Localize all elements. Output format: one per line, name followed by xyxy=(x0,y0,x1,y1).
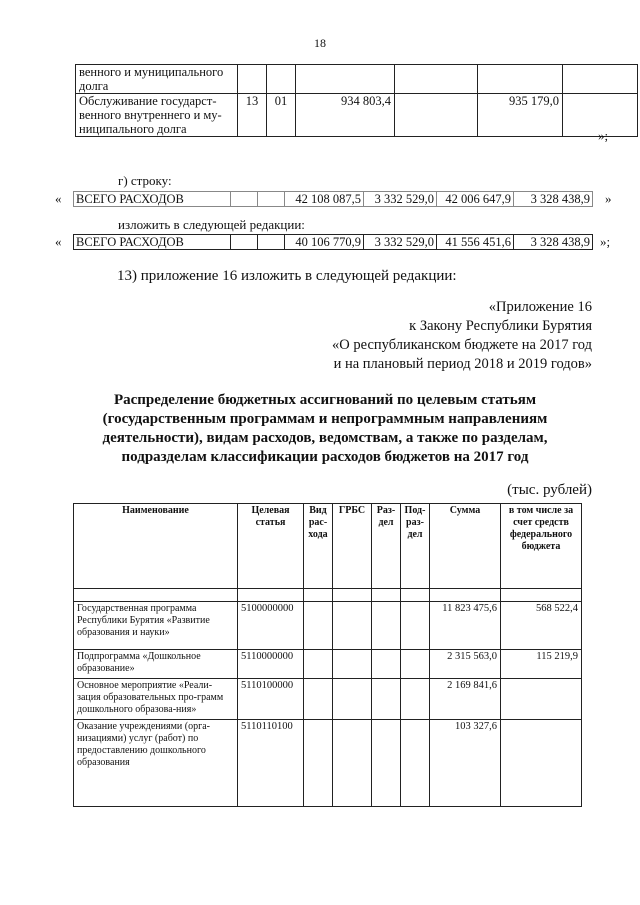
amount-cell: 3 328 438,9 xyxy=(514,235,593,250)
appendix-line: к Закону Республики Бурятия xyxy=(409,318,592,334)
row-name: Основное мероприятие «Реали-зация образовательных про-грамм дошкольного образова-ния» xyxy=(74,679,238,720)
column-header: Сумма xyxy=(430,504,501,589)
title-line: подразделам классификации расходов бюджетов на 2017 год xyxy=(121,449,529,465)
target-code: 5110110100 xyxy=(238,720,304,807)
amount-cell: 41 556 451,6 xyxy=(437,235,514,250)
target-code: 5110100000 xyxy=(238,679,304,720)
federal-cell xyxy=(501,720,582,807)
sum-cell: 2 169 841,6 xyxy=(430,679,501,720)
row-name: ВСЕГО РАСХОДОВ xyxy=(74,235,231,250)
amount-cell: 935 179,0 xyxy=(478,94,563,137)
section-code: 13 xyxy=(238,94,267,137)
table-row xyxy=(76,65,638,94)
new-total-row xyxy=(73,234,593,250)
table-row xyxy=(74,679,582,720)
column-header: Целевая статья xyxy=(238,504,304,589)
amount-cell: 934 803,4 xyxy=(296,94,395,137)
replace-text: изложить в следующей редакции: xyxy=(118,217,305,232)
amount-cell: 40 106 770,9 xyxy=(285,235,364,250)
appendix-line: «О республиканском бюджете на 2017 год xyxy=(332,337,592,353)
target-code: 5110000000 xyxy=(238,650,304,679)
federal-cell: 115 219,9 xyxy=(501,650,582,679)
row-name: ВСЕГО РАСХОДОВ xyxy=(74,192,231,207)
amount-cell: 3 328 438,9 xyxy=(514,192,593,207)
title-line: (государственным программам и непрограммным направлениям xyxy=(102,411,548,427)
appendix-line: и на плановый период 2018 и 2019 годов» xyxy=(333,356,592,372)
column-header: Вид рас-хода xyxy=(304,504,333,589)
table-row xyxy=(76,94,638,137)
table-row xyxy=(74,235,593,250)
title-line: деятельности), видам расходов, ведомствам, а также по разделам, xyxy=(102,430,548,446)
spacer-row xyxy=(74,589,582,602)
table-row xyxy=(74,602,582,650)
federal-cell: 568 522,4 xyxy=(501,602,582,650)
amount-cell: 3 332 529,0 xyxy=(364,235,437,250)
column-header: Наименование xyxy=(74,504,238,589)
row-name: венного и муниципального долга xyxy=(76,65,238,94)
close-quote: »; xyxy=(600,234,611,249)
appendix-heading xyxy=(332,298,592,374)
top-fragment-table xyxy=(75,64,638,137)
column-header: в том числе за счет средств федерального бюджета xyxy=(501,504,582,589)
table-row xyxy=(74,650,582,679)
page-number: 18 xyxy=(314,36,326,50)
amount-cell: 42 108 087,5 xyxy=(285,192,364,207)
old-total-row xyxy=(73,191,593,207)
amount-cell: 42 006 647,9 xyxy=(437,192,514,207)
sum-cell: 11 823 475,6 xyxy=(430,602,501,650)
sum-cell: 2 315 563,0 xyxy=(430,650,501,679)
table-header-row xyxy=(74,504,582,589)
table-row xyxy=(74,720,582,807)
units-label: (тыс. рублей) xyxy=(507,482,592,498)
sum-cell: 103 327,6 xyxy=(430,720,501,807)
open-quote: « xyxy=(55,191,62,206)
document-title xyxy=(60,391,590,467)
table-row xyxy=(74,192,593,207)
row-name: Государственная программа Республики Бурятия «Развитие образования и науки» xyxy=(74,602,238,650)
appendix-line: «Приложение 16 xyxy=(488,299,592,315)
open-quote: « xyxy=(55,234,62,249)
item-13-text: 13) приложение 16 изложить в следующей редакции: xyxy=(117,268,457,284)
row-name: Подпрограмма «Дошкольное образование» xyxy=(74,650,238,679)
column-header: ГРБС xyxy=(333,504,372,589)
amount-cell: 3 332 529,0 xyxy=(364,192,437,207)
subsection-code: 01 xyxy=(267,94,296,137)
close-quote: » xyxy=(605,191,612,206)
item-g-text: г) строку: xyxy=(118,173,172,188)
federal-cell xyxy=(501,679,582,720)
title-line: Распределение бюджетных ассигнований по целевым статьям xyxy=(113,392,537,408)
budget-table xyxy=(73,503,582,807)
column-header: Под-раз-дел xyxy=(401,504,430,589)
target-code: 5100000000 xyxy=(238,602,304,650)
row-name: Оказание учреждениями (орга-низациями) услуг (работ) по предоставлению дошкольного образования xyxy=(74,720,238,807)
closing-quote: »; xyxy=(598,128,609,143)
row-name: Обслуживание государст-венного внутреннего и му-ниципального долга xyxy=(76,94,238,137)
column-header: Раз-дел xyxy=(372,504,401,589)
